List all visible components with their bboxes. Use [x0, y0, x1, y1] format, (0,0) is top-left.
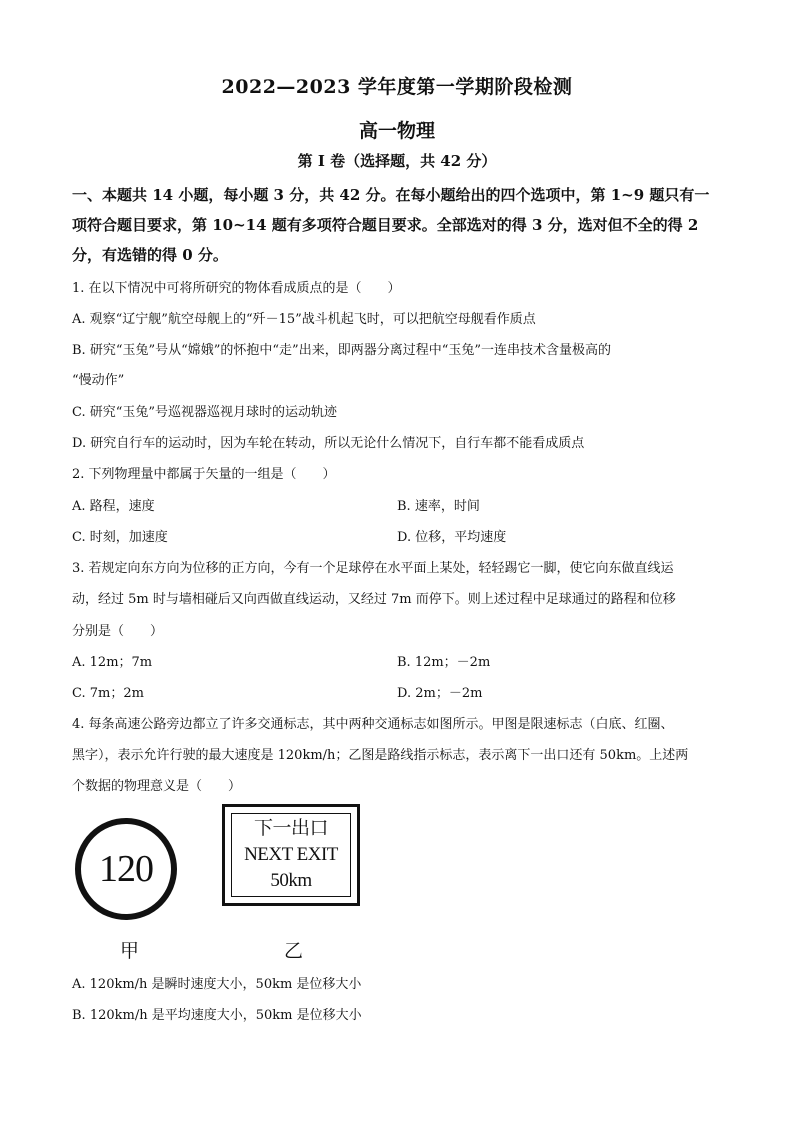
- exam-subject: 高一物理: [358, 120, 435, 142]
- q3-stem-line-1: 3. 若规定向东方向为位移的正方向，今有一个足球停在水平面上某处，轻轻踢它一脚，使它向东做直线运: [72, 561, 674, 576]
- q1-option-b-cont: “慢动作”: [72, 373, 125, 388]
- q1-stem: 1. 在以下情况中可将所研究的物体看成质点的是（ ）: [72, 281, 401, 296]
- instruction-line-2: 项符合题目要求，第 10~14 题有多项符合题目要求。全部选对的得 3 分，选对但不全的得 2: [72, 216, 699, 234]
- q1-option-c: C. 研究“玉兔”号巡视器巡视月球时的运动轨迹: [72, 405, 338, 420]
- q2-option-a: A. 路程，速度: [72, 499, 155, 514]
- q4-option-b: B. 120km/h 是平均速度大小，50km 是位移大小: [72, 1008, 362, 1023]
- exit-sign-distance: 50km: [270, 870, 312, 891]
- exit-sign-text-cn: 下一出口: [253, 818, 328, 839]
- q3-option-b: B. 12m；－2m: [397, 655, 491, 670]
- exit-distance-sign-inner: [231, 813, 351, 897]
- exam-title: 2022—2023 学年度第一学期阶段检测: [221, 76, 573, 98]
- sign-label-yi: 乙: [284, 940, 304, 962]
- exam-volume-heading: 第 I 卷（选择题，共 42 分）: [297, 152, 497, 170]
- q1-option-b: B. 研究“玉兔”号从“嫦娥”的怀抱中“走”出来，即两器分离过程中“玉兔”一连串技术含量极高的: [72, 343, 611, 358]
- q2-option-d: D. 位移，平均速度: [397, 530, 507, 545]
- q3-stem-line-3: 分别是（ ）: [72, 624, 164, 639]
- q2-option-b: B. 速率，时间: [397, 499, 480, 514]
- q3-stem-line-2: 动，经过 5m 时与墙相碰后又向西做直线运动，又经过 7m 而停下。则上述过程中足球通过的路程和位移: [72, 592, 676, 607]
- q1-option-a: A. 观察“辽宁舰”航空母舰上的“歼－15”战斗机起飞时，可以把航空母舰看作质点: [72, 312, 536, 327]
- q1-option-d: D. 研究自行车的运动时，因为车轮在转动，所以无论什么情况下，自行车都不能看成质点: [72, 436, 585, 451]
- q3-option-c: C. 7m；2m: [72, 686, 144, 701]
- q4-stem-line-3: 个数据的物理意义是（ ）: [72, 779, 242, 794]
- instruction-line-1: 一、本题共 14 小题，每小题 3 分，共 42 分。在每小题给出的四个选项中，第 1~9 题只有一: [72, 186, 710, 204]
- q3-option-a: A. 12m；7m: [72, 655, 153, 670]
- q2-option-c: C. 时刻，加速度: [72, 530, 168, 545]
- exit-sign-text-en: NEXT EXIT: [244, 844, 338, 865]
- speed-limit-value: 120: [99, 848, 153, 890]
- q4-stem-line-2: 黑字），表示允许行驶的最大速度是 120km/h；乙图是路线指示标志，表示离下一出口还有 50km。上述两: [72, 748, 689, 763]
- sign-label-jia: 甲: [120, 940, 140, 962]
- speed-limit-sign: [75, 818, 177, 920]
- q4-stem-line-1: 4. 每条高速公路旁边都立了许多交通标志，其中两种交通标志如图所示。甲图是限速标志（白底、红圈、: [72, 717, 674, 732]
- q4-option-a: A. 120km/h 是瞬时速度大小，50km 是位移大小: [72, 977, 362, 992]
- q3-option-d: D. 2m；－2m: [397, 686, 483, 701]
- q2-stem: 2. 下列物理量中都属于矢量的一组是（ ）: [72, 467, 336, 482]
- instruction-line-3: 分，有选错的得 0 分。: [72, 246, 228, 264]
- exit-distance-sign: [222, 804, 360, 906]
